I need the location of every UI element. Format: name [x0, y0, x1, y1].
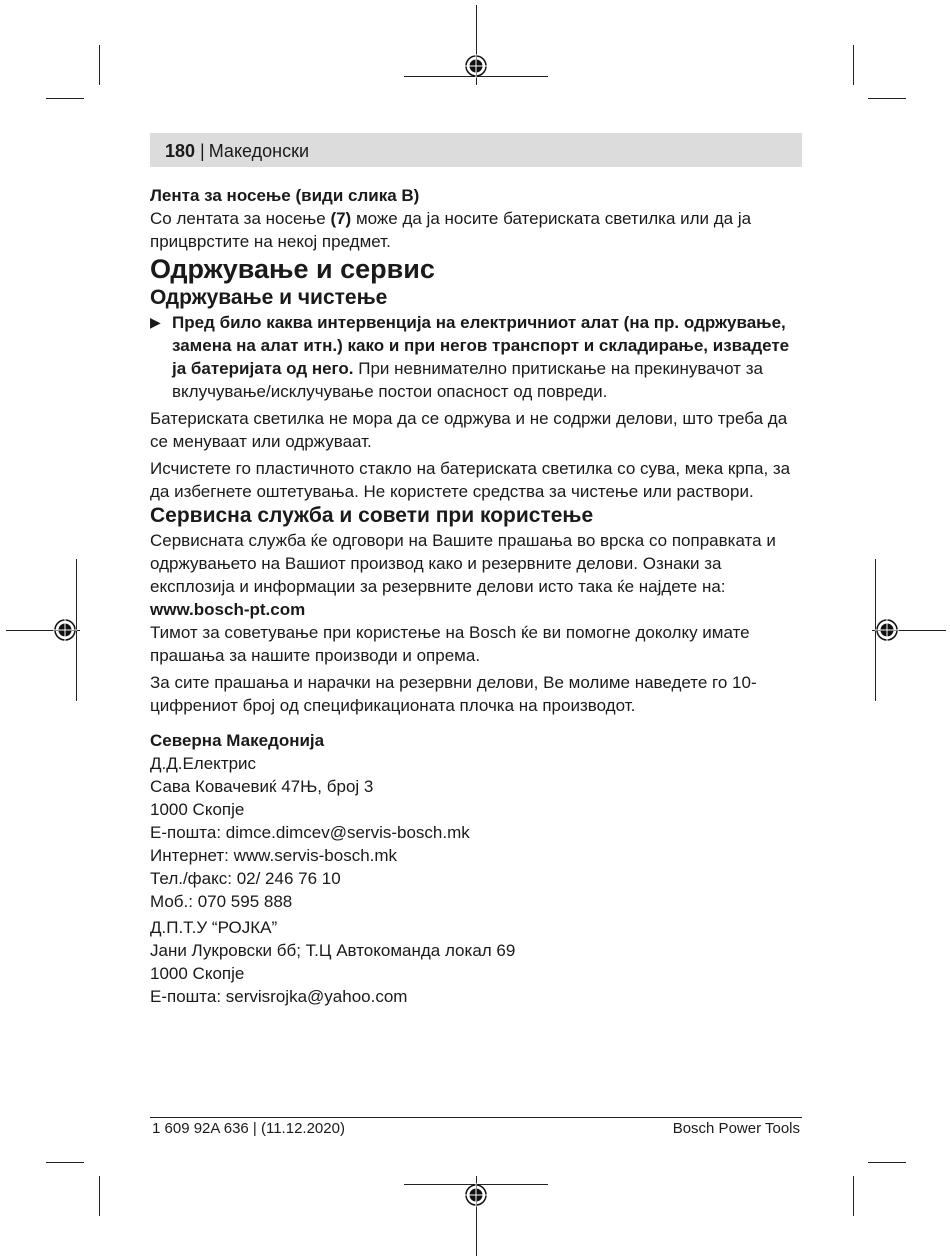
page-content: [150, 184, 802, 1008]
address-line: 1000 Скопје: [150, 964, 245, 983]
header-language: Македонски: [208, 141, 310, 161]
country-heading: Северна Македонија: [150, 731, 325, 750]
website-line[interactable]: Интернет: www.servis-bosch.mk: [150, 846, 398, 865]
crop-mark: [99, 45, 100, 85]
carry-strap-paragraph: Со лентата за носење (7) може да ја носите батериската светилка или да ја прицврстите на некој предмет.: [150, 209, 752, 251]
crop-mark: [46, 1162, 84, 1163]
crop-mark: [853, 45, 854, 85]
page-number: 180: [165, 141, 196, 161]
footer-doc-id: 1 609 92A 636 | (11.12.2020): [152, 1120, 345, 1137]
mobile-line: Моб.: 070 595 888: [150, 892, 293, 911]
crop-mark: [853, 1176, 854, 1216]
registration-mark-icon: [464, 1183, 488, 1207]
address-line: Д.Д.Електрис: [150, 754, 257, 773]
maintenance-title: Одржување и сервис: [150, 254, 435, 284]
page-header: [165, 140, 309, 162]
bullet-triangle-icon: ▶: [150, 314, 161, 330]
address-block-2: [150, 916, 802, 1008]
registration-mark-icon: [53, 618, 77, 642]
warning-normal-text: При невнимателно притискање на прекинувачот за вклучување/исклучување постои опасност од повреди.: [172, 359, 763, 401]
service-title: Сервисна служба и совети при користење: [150, 504, 594, 527]
footer-brand: Bosch Power Tools: [672, 1120, 800, 1137]
registration-mark-icon: [875, 618, 899, 642]
address-line: Д.П.Т.У “РОЈКА”: [150, 918, 278, 937]
address-block-1: [150, 752, 802, 913]
address-line: Сава Ковачевиќ 47Њ, број 3: [150, 777, 374, 796]
warning-bullet: [150, 311, 802, 403]
footer-rule: [150, 1117, 802, 1118]
bosch-website-link[interactable]: www.bosch-pt.com: [150, 600, 306, 619]
maintenance-paragraph-2: Исчистете го пластичното стакло на батериската светилка со сува, мека крпа, за да избегнете оштетувања. Не користете средства за чистење или раствори.: [150, 459, 791, 501]
address-line: Јани Лукровски бб; Т.Ц Автокоманда локал 69: [150, 941, 516, 960]
address-line: 1000 Скопје: [150, 800, 245, 819]
crop-mark: [868, 1162, 906, 1163]
crop-mark: [868, 98, 906, 99]
crop-mark: [46, 98, 84, 99]
phone-fax-line: Тел./факс: 02/ 246 76 10: [150, 869, 341, 888]
part-reference: (7): [330, 209, 352, 228]
header-separator: |: [200, 141, 205, 161]
maintenance-paragraph-1: Батериската светилка не мора да се одржува и не содржи делови, што треба да се менуваат или одржуваат.: [150, 409, 788, 451]
crop-mark: [99, 1176, 100, 1216]
service-paragraph-2: За сите прашања и нарачки на резервни делови, Ве молиме наведете го 10-цифрениот број од спецификационата плочка на производот.: [150, 673, 757, 715]
registration-mark-icon: [464, 54, 488, 78]
warning-bold-text: Пред било каква интервенција на електричниот алат (на пр. одржување, замена на алат итн.) како и при негов транспорт и складирање, извадете ја батеријата од него.: [172, 313, 790, 378]
email-line[interactable]: Е-пошта: servisrojka@yahoo.com: [150, 987, 408, 1006]
email-line[interactable]: Е-пошта: dimce.dimcev@servis-bosch.mk: [150, 823, 470, 842]
carry-strap-heading: Лента за носење (види слика B): [150, 186, 420, 205]
service-paragraph-1: Сервисната служба ќе одговори на Вашите прашања во врска со поправката и одржувањето на Вашиот производ како и резервните делови. Ознаки за експлозија и информации за резервните делови исто така ќе најдете на: www.bosch-pt.com Тимот за советување при користење на Bosch ќе ви помогне доколку имате прашања за нашите производи и опрема.: [150, 531, 776, 665]
maintenance-subtitle: Одржување и чистење: [150, 286, 388, 309]
